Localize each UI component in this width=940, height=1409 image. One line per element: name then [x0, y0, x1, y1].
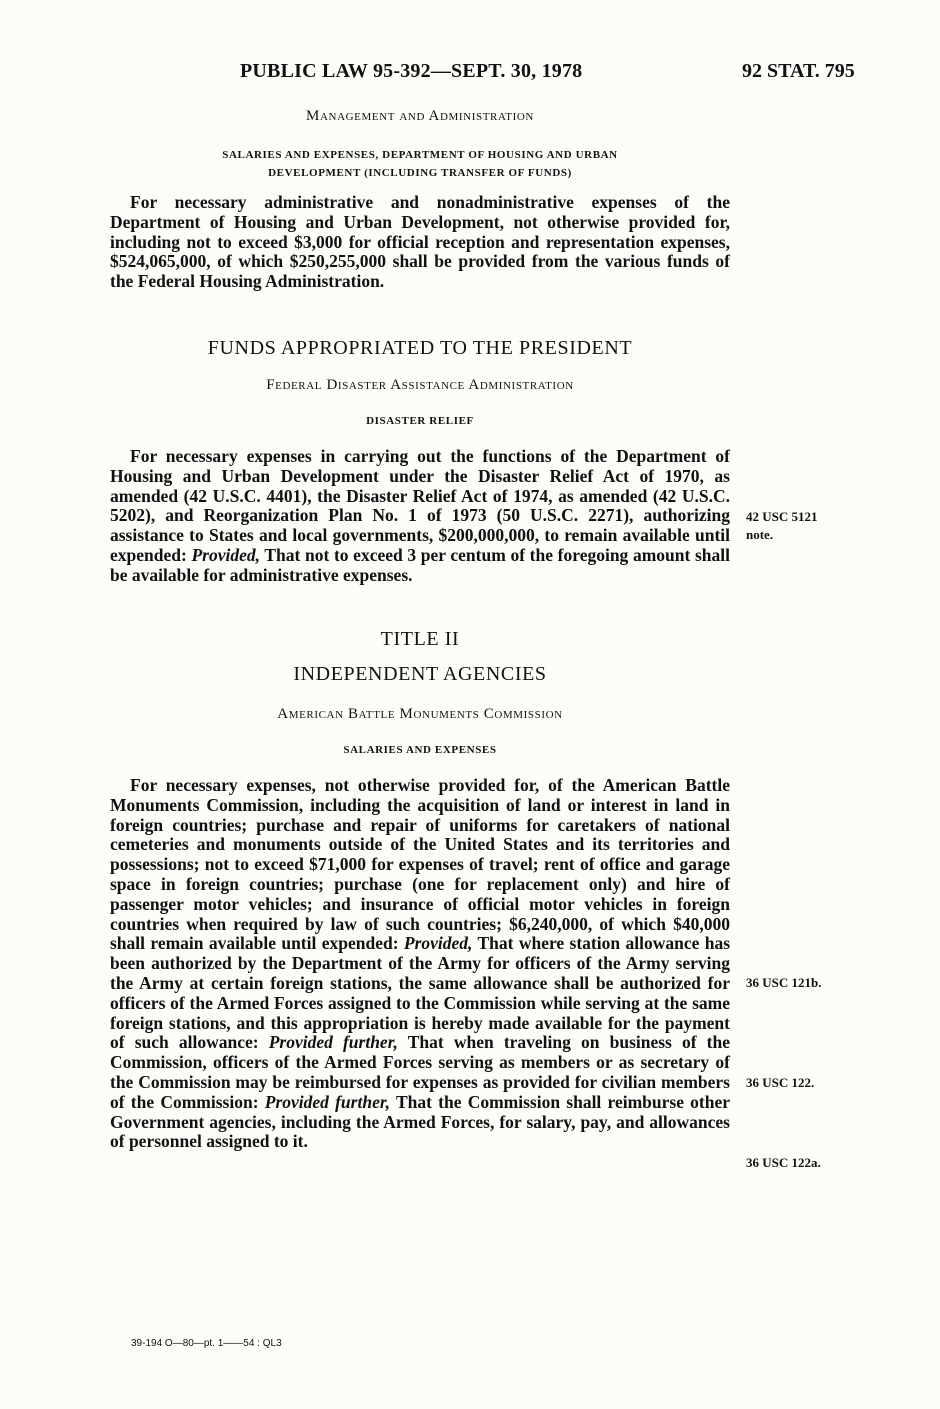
paragraph-abmc — [110, 776, 730, 1152]
running-header: PUBLIC LAW 95-392—SEPT. 30, 1978 — [240, 60, 583, 82]
marginal-note-36usc122a: 36 USC 122a. — [746, 1155, 821, 1170]
print-footer: 39-194 O—80—pt. 1——54 : QL3 — [131, 1338, 282, 1349]
subheading-salaries-hud-line2: DEVELOPMENT (INCLUDING TRANSFER OF FUNDS) — [268, 167, 572, 179]
abmc-proviso-2: Provided further, — [268, 1032, 398, 1053]
section-heading-president: FUNDS APPROPRIATED TO THE PRESIDENT — [207, 337, 633, 359]
subheading-abmc: American Battle Monuments Commission — [277, 706, 563, 722]
abmc-text-4: That the Commission shall reimburse other Government agencies, including the Armed Forces, for salary, pay, and allowances of personnel assigned to it. — [110, 1091, 731, 1152]
subheading-salaries-hud-line1: SALARIES AND EXPENSES, DEPARTMENT OF HOUSING AND URBAN — [222, 149, 618, 161]
marginal-note-36usc121b: 36 USC 121b. — [746, 975, 822, 990]
statute-page-number: 92 STAT. 795 — [742, 60, 855, 82]
section-heading-independent-agencies: INDEPENDENT AGENCIES — [293, 663, 547, 685]
abmc-text-3: That when traveling on business of the Commission, officers of the Armed Forces serving as members or as secretary of the Commission may be reimbursed for expenses as provided for civilian members of the Commission: — [110, 1032, 731, 1112]
marginal-note-36usc122: 36 USC 122. — [746, 1075, 815, 1090]
abmc-proviso-1: Provided, — [403, 933, 473, 954]
subheading-salaries-expenses: SALARIES AND EXPENSES — [343, 744, 497, 756]
subheading-disaster-relief: DISASTER RELIEF — [366, 415, 474, 427]
disaster-proviso: Provided, — [191, 544, 260, 565]
marginal-note-42usc5121: 42 USC 5121 — [746, 509, 818, 524]
abmc-proviso-3: Provided further, — [264, 1091, 391, 1112]
marginal-note-note: note. — [746, 527, 774, 542]
section-heading-management: Management and Administration — [306, 108, 534, 124]
paragraph-hud-expenses: For necessary administrative and nonadministrative expenses of the Department of Housing and Urban Development, not otherwise provided for, including not to exceed $3,000 for official reception and representation expenses, $524,065,000, of which $250,255,000 shall be provided from the various funds of the Federal Housing Administration. — [110, 192, 730, 292]
title-heading: TITLE II — [380, 628, 460, 650]
disaster-text-c: That not to exceed 3 per centum of the foregoing amount shall be available for administrative expenses. — [110, 544, 730, 585]
abmc-text-1: For necessary expenses, not otherwise provided for, of the American Battle Monuments Commission, including the acquisition of land or interest in land in foreign countries; purchase and repair of uniforms for caretakers of national cemeteries and monuments outside of the United States and its territories and possessions; not to exceed $71,000 for expenses of travel; rent of office and garage space in foreign countries; purchase (one for replacement only) and hire of passenger motor vehicles; and insurance of official motor vehicles in foreign countries when required by law of such countries; $6,240,000, of which $40,000 shall remain available until expended: — [110, 775, 730, 954]
subheading-fdaa: Federal Disaster Assistance Administration — [266, 377, 574, 393]
disaster-text-a: For necessary expenses in carrying out the functions of the Department of Housing and Urban Development under the Disaster Relief Act of 1970, as amended (42 U.S.C. 4401), the Disaster Relief Act of 1974, as amended (42 U.S.C. 5202), and Reorganization Plan No. 1 of 1973 (50 U.S.C. 2271), authorizing assistance to States and local governments, $200,000,000, to remain available until expended: — [110, 446, 730, 565]
abmc-text-2: That where station allowance has been authorized by the Department of the Army for officers of the Army serving the Army at certain foreign stations, the same allowance shall be authorized for officers of the Armed Forces assigned to the Commission while serving at the same foreign stations, and this appropriation is hereby made available for the payment of such allowance: — [110, 933, 731, 1053]
paragraph-disaster-relief — [110, 447, 730, 586]
